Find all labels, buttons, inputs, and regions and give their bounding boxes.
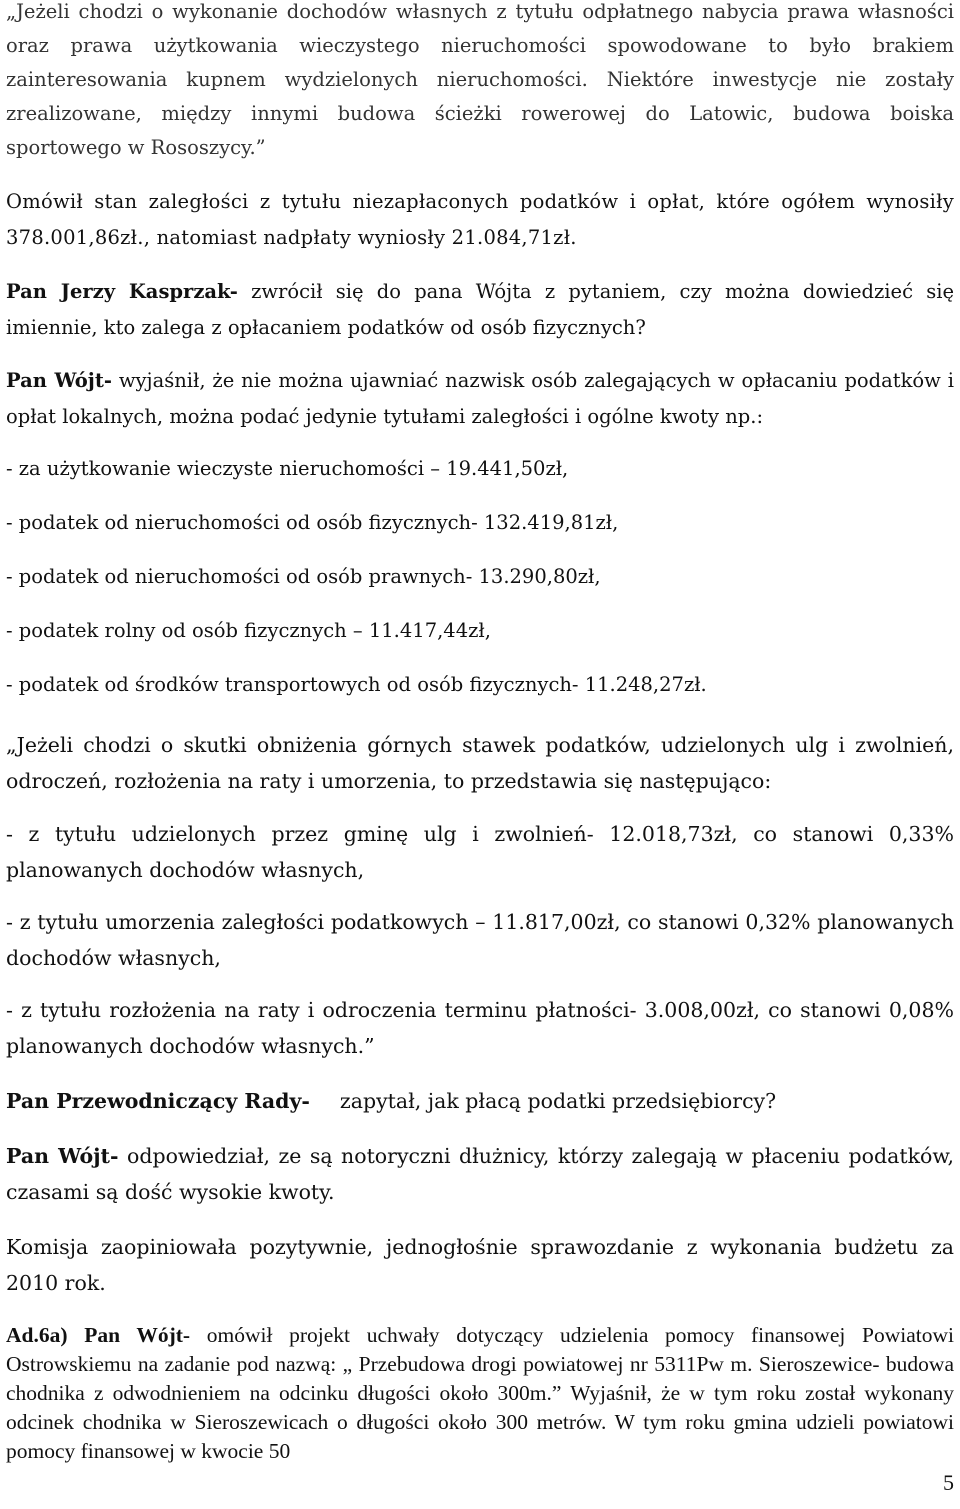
list-item: - podatek od środków transportowych od osób fizycznych- 11.248,27zł. — [6, 673, 707, 696]
wojt-answers-text: odpowiedział, ze są notoryczni dłużnicy, którzy zalegają w płaceniu podatków, czasami są dość wysokie kwoty. — [6, 1144, 954, 1204]
speaker-kasprzak: Pan Jerzy Kasprzak- — [6, 280, 238, 303]
page-number: 5 — [943, 1470, 954, 1495]
paragraph-ad6a — [6, 1321, 954, 1466]
ad6a-text: omówił projekt uchwały dotyczący udzielenia pomocy finansowej Powiatowi Ostrowskiemu na zadanie pod nazwą: „ Przebudowa drogi powiatowej nr 5311Pw m. Sieroszewice- budowa chodnika z odwodnieniem na odcinku długości około 300m.” Wyjaśnił, że w tym roku został wykonany odcinek chodnika w Sieroszewicach o długości około 300 metrów. W tym roku gmina udzieli powiatowi pomocy finansowej w kwocie 50 — [6, 1323, 954, 1463]
arrears-list — [6, 451, 954, 721]
list-item: - podatek rolny od osób fizycznych – 11.417,44zł, — [6, 619, 491, 642]
speaker-wojt: Pan Wójt- — [6, 369, 112, 392]
paragraph-commission: Komisja zaopiniowała pozytywnie, jednogłośnie sprawozdanie z wykonania budżetu za 2010 rok. — [6, 1235, 954, 1295]
paragraph-wojt-answers — [6, 1138, 954, 1210]
paragraph-kasprzak — [6, 274, 954, 346]
paragraph-investments: „Jeżeli chodzi o wykonanie dochodów własnych z tytułu odpłatnego nabycia prawa własności oraz prawa użytkowania wieczystego nieruchomości spowodowane to było brakiem zainteresowania kupnem wydzielonych nieruchomości. Niektóre inwestycje nie zostały zrealizowane, między innymi budowa ścieżki rowerowej do Latowic, budowa boiska sportowego w Rososzycy.” — [6, 0, 954, 159]
kasprzak-text: zwrócił się do pana Wójta z pytaniem, czy można dowiedzieć się imiennie, kto zalega z opłacaniem podatków od osób fizycznych? — [6, 280, 954, 339]
paragraph-wojt-explains — [6, 363, 954, 435]
list-item: - podatek od nieruchomości od osób fizycznych- 132.419,81zł, — [6, 511, 619, 534]
chairman-text: zapytał, jak płacą podatki przedsiębiorcy? — [339, 1089, 777, 1113]
paragraph-chairman — [6, 1083, 954, 1119]
wojt-explains-text: wyjaśnił, że nie można ujawniać nazwisk osób zalegających w opłacaniu podatków i opłat lokalnych, można podać jedynie tytułami zaległości i ogólne kwoty np.: — [6, 369, 954, 428]
list-item: - z tytułu rozłożenia na raty i odroczenia terminu płatności- 3.008,00zł, co stanowi 0,08% planowanych dochodów własnych.” — [6, 998, 954, 1058]
speaker-wojt: Pan Wójt- — [6, 1144, 119, 1168]
speaker-ad6a: Ad.6a) Pan Wójt- — [6, 1323, 191, 1347]
tax-effects-list — [6, 816, 954, 1064]
list-item: - z tytułu umorzenia zaległości podatkowych – 11.817,00zł, co stanowi 0,32% planowanych dochodów własnych, — [6, 910, 954, 970]
list-item: - z tytułu udzielonych przez gminę ulg i zwolnień- 12.018,73zł, co stanowi 0,33% planowanych dochodów własnych, — [6, 822, 954, 882]
list-item: - podatek od nieruchomości od osób prawnych- 13.290,80zł, — [6, 565, 601, 588]
speaker-chairman: Pan Przewodniczący Rady- — [6, 1089, 310, 1113]
list-item: - za użytkowanie wieczyste nieruchomości – 19.441,50zł, — [6, 457, 569, 480]
paragraph-arrears: Omówił stan zaległości z tytułu niezapłaconych podatków i opłat, które ogółem wynosiły 378.001,86zł., natomiast nadpłaty wyniosły 21.084,71zł. — [6, 190, 954, 249]
paragraph-tax-effects: „Jeżeli chodzi o skutki obniżenia górnych stawek podatków, udzielonych ulg i zwolnień, odroczeń, rozłożenia na raty i umorzenia, to przedstawia się następująco: — [6, 733, 954, 793]
